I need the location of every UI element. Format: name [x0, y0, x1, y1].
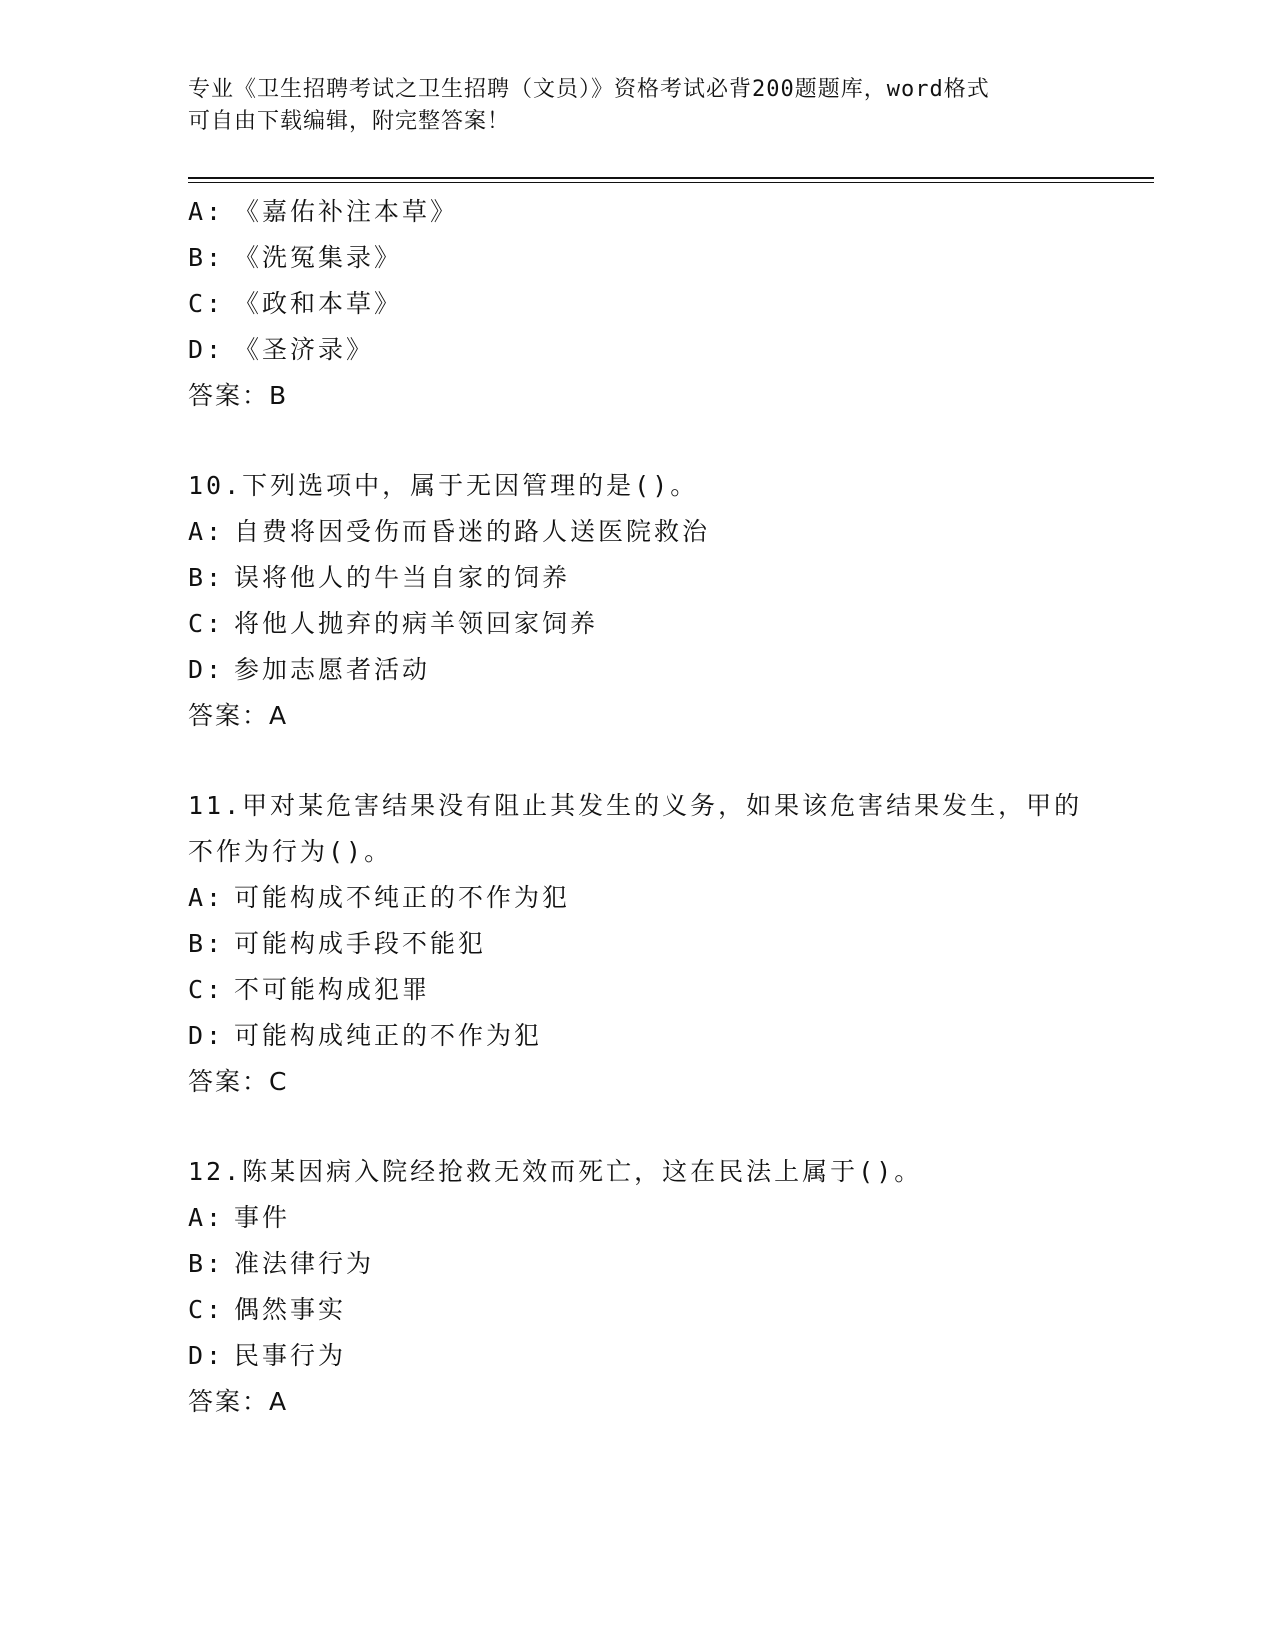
option-text: 自费将因受伤而昏迷的路人送医院救治 [234, 517, 711, 546]
option-letter: D: [188, 1341, 225, 1370]
option-b [188, 555, 1108, 601]
question-block-11 [188, 783, 1108, 1105]
option-letter: C: [188, 1295, 225, 1324]
option-letter: D: [188, 655, 225, 684]
option-text: 偶然事实 [234, 1295, 347, 1324]
option-b [188, 235, 1108, 281]
option-a [188, 1195, 1108, 1241]
document-body [188, 189, 1108, 1425]
header-divider-thin [188, 182, 1154, 183]
answer-line: 答案：A [188, 701, 289, 730]
answer-line: 答案：B [188, 381, 289, 410]
question-block-10 [188, 463, 1108, 739]
option-a [188, 875, 1108, 921]
option-text: 可能构成不纯正的不作为犯 [234, 883, 571, 912]
option-text: 《政和本草》 [234, 289, 403, 318]
question-block-12 [188, 1149, 1108, 1425]
option-c [188, 601, 1108, 647]
option-b [188, 921, 1108, 967]
option-c [188, 1287, 1108, 1333]
question-stem: 10.下列选项中，属于无因管理的是()。 [188, 471, 699, 500]
header-divider-thick [188, 177, 1154, 179]
option-letter: B: [188, 563, 225, 592]
option-letter: C: [188, 975, 225, 1004]
question-block-9 [188, 189, 1108, 419]
option-text: 可能构成手段不能犯 [234, 929, 487, 958]
option-letter: D: [188, 1021, 225, 1050]
option-text: 事件 [234, 1203, 291, 1232]
option-d [188, 327, 1108, 373]
option-text: 参加志愿者活动 [234, 655, 431, 684]
answer-line: 答案：A [188, 1387, 289, 1416]
option-c [188, 281, 1108, 327]
option-letter: C: [188, 609, 225, 638]
option-text: 《洗冤集录》 [234, 243, 403, 272]
option-c [188, 967, 1108, 1013]
option-b [188, 1241, 1108, 1287]
option-letter: A: [188, 517, 225, 546]
option-letter: A: [188, 883, 225, 912]
option-text: 准法律行为 [234, 1249, 375, 1278]
option-text: 民事行为 [234, 1341, 347, 1370]
option-text: 不可能构成犯罪 [234, 975, 431, 1004]
question-stem: 11.甲对某危害结果没有阻止其发生的义务，如果该危害结果发生，甲的不作为行为()。 [188, 791, 1083, 866]
option-letter: B: [188, 1249, 225, 1278]
option-text: 《嘉佑补注本草》 [234, 197, 459, 226]
option-letter: D: [188, 335, 225, 364]
option-text: 误将他人的牛当自家的饲养 [234, 563, 571, 592]
option-text: 可能构成纯正的不作为犯 [234, 1021, 543, 1050]
option-d [188, 1333, 1108, 1379]
option-d [188, 647, 1108, 693]
option-text: 将他人抛弃的病羊领回家饲养 [234, 609, 599, 638]
answer-line: 答案：C [188, 1067, 289, 1096]
option-text: 《圣济录》 [234, 335, 375, 364]
option-a [188, 509, 1108, 555]
option-d [188, 1013, 1108, 1059]
header-line-1: 专业《卫生招聘考试之卫生招聘（文员）》资格考试必背200题题库，word格式 [188, 77, 990, 102]
option-letter: C: [188, 289, 225, 318]
option-letter: A: [188, 197, 225, 226]
document-header [188, 74, 1088, 138]
option-a [188, 189, 1108, 235]
header-line-2: 可自由下载编辑，附完整答案！ [188, 109, 511, 134]
option-letter: B: [188, 243, 225, 272]
question-stem: 12.陈某因病入院经抢救无效而死亡，这在民法上属于()。 [188, 1157, 923, 1186]
option-letter: A: [188, 1203, 225, 1232]
option-letter: B: [188, 929, 225, 958]
